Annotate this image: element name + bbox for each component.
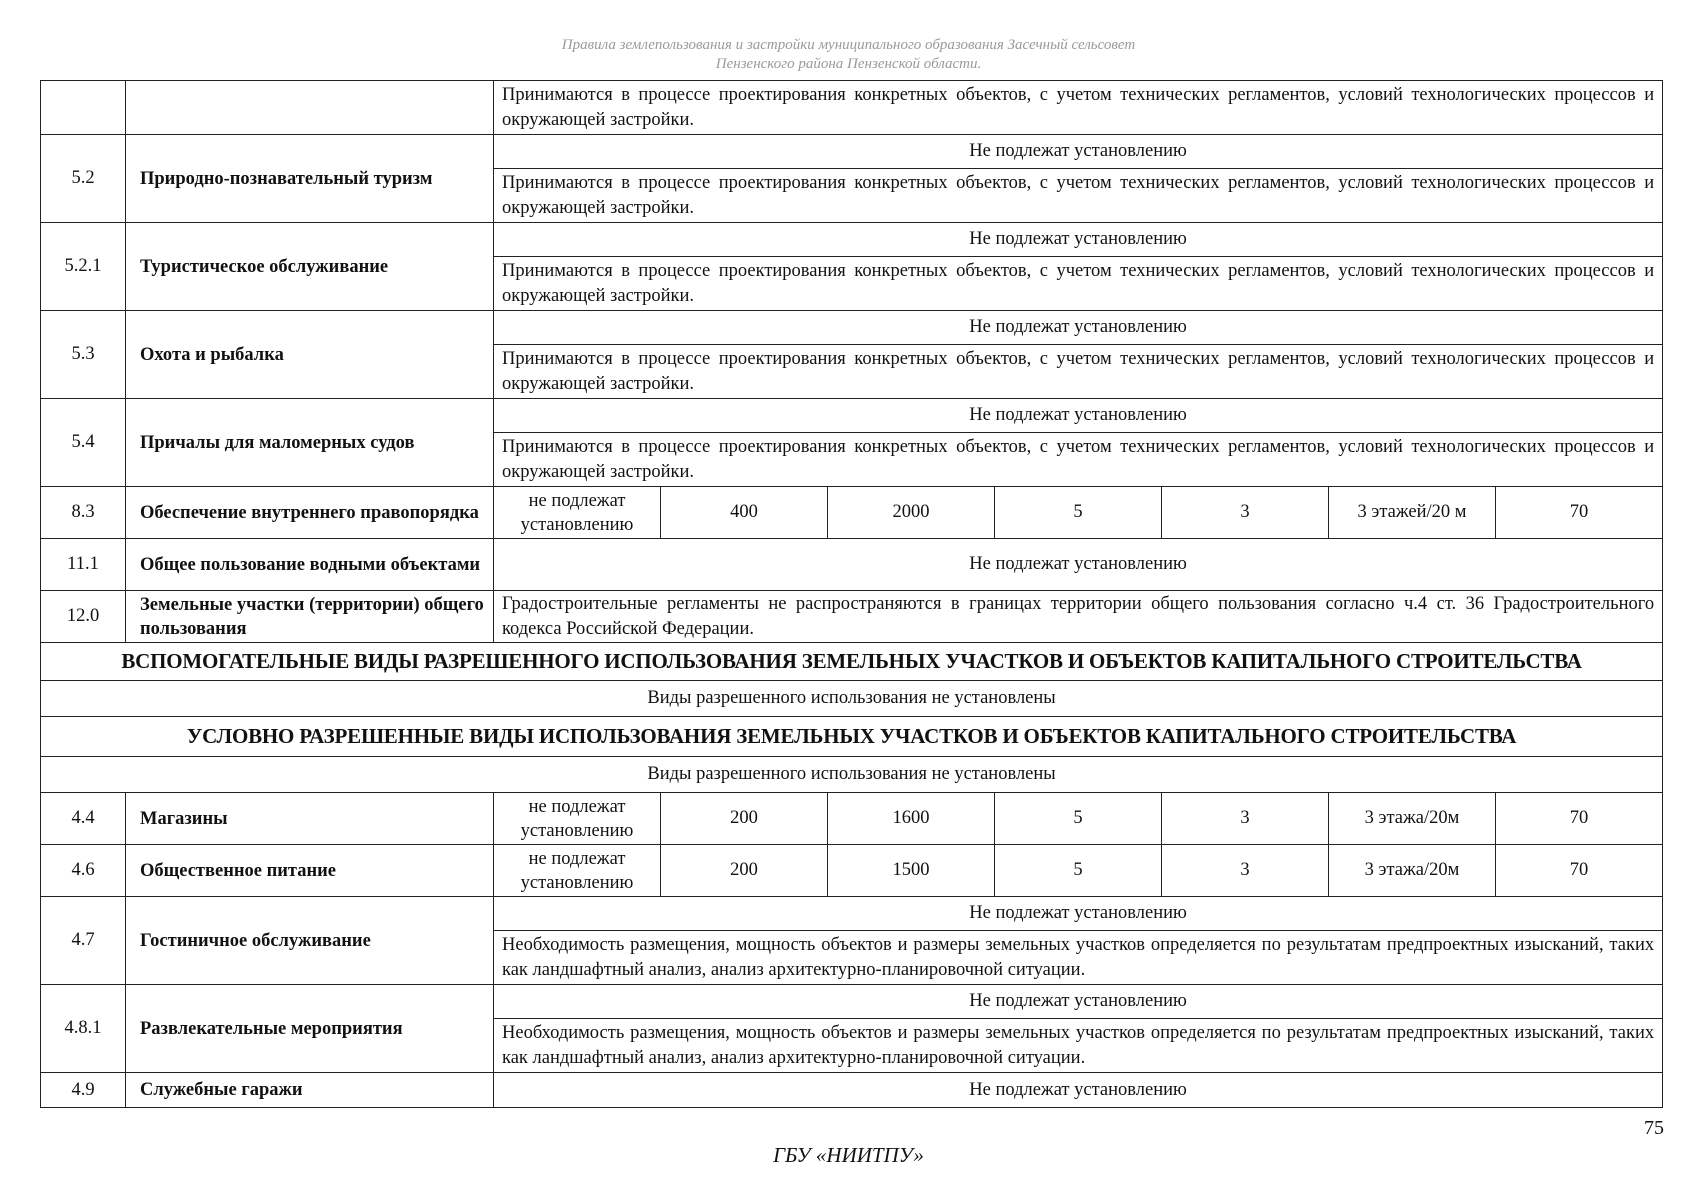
row-name: Общественное питание [126, 845, 494, 897]
min-size-cell: не подлежат установлению [494, 793, 661, 845]
row-name [126, 81, 494, 135]
row-code [41, 81, 126, 135]
table-row [41, 985, 1663, 1019]
table-row [41, 399, 1663, 433]
value-cell: 70 [1496, 487, 1663, 539]
row-code: 5.2.1 [41, 223, 126, 311]
row-note: Градостроительные регламенты не распространяются в границах территории общего пользования согласно ч.4 ст. 36 Градостроительного кодекса Российской Федерации. [494, 591, 1663, 643]
value-cell: 3 этажей/20 м [1329, 487, 1496, 539]
row-code: 5.2 [41, 135, 126, 223]
row-name: Магазины [126, 793, 494, 845]
section-heading-conditional: УСЛОВНО РАЗРЕШЕННЫЕ ВИДЫ ИСПОЛЬЗОВАНИЯ ЗЕМЕЛЬНЫХ УЧАСТКОВ И ОБЪЕКТОВ КАПИТАЛЬНОГО СТРОИТЕЛЬСТВА [41, 717, 1663, 757]
value-cell: 400 [661, 487, 828, 539]
min-size-cell: не подлежат установлению [494, 845, 661, 897]
table-row [41, 591, 1663, 643]
row-code: 8.3 [41, 487, 126, 539]
running-header [0, 36, 1697, 74]
row-params: Не подлежат установлению [494, 1073, 1663, 1108]
value-cell: 70 [1496, 845, 1663, 897]
row-code: 4.4 [41, 793, 126, 845]
row-note: Принимаются в процессе проектирования конкретных объектов, с учетом технических регламентов, условий технологических процессов и окружающей застройки. [494, 345, 1663, 399]
row-params: Не подлежат установлению [494, 135, 1663, 169]
row-params: Не подлежат установлению [494, 985, 1663, 1019]
table-row [41, 681, 1663, 717]
row-code: 4.6 [41, 845, 126, 897]
table-row [41, 135, 1663, 169]
row-name: Причалы для маломерных судов [126, 399, 494, 487]
value-cell: 3 этажа/20м [1329, 845, 1496, 897]
value-cell: 3 [1162, 487, 1329, 539]
value-cell: 3 [1162, 793, 1329, 845]
table-row [41, 311, 1663, 345]
row-code: 5.3 [41, 311, 126, 399]
row-code: 4.8.1 [41, 985, 126, 1073]
row-note: Необходимость размещения, мощность объектов и размеры земельных участков определяется по результатам предпроектных изысканий, таких как ландшафтный анализ, анализ архитектурно-планировочной ситуации. [494, 931, 1663, 985]
row-code: 4.7 [41, 897, 126, 985]
header-line-2: Пензенского района Пензенской области. [715, 56, 982, 72]
section-heading-auxiliary: ВСПОМОГАТЕЛЬНЫЕ ВИДЫ РАЗРЕШЕННОГО ИСПОЛЬЗОВАНИЯ ЗЕМЕЛЬНЫХ УЧАСТКОВ И ОБЪЕКТОВ КАПИТАЛЬНОГО СТРОИТЕЛЬСТВА [41, 643, 1663, 681]
table-row [41, 717, 1663, 757]
row-name: Туристическое обслуживание [126, 223, 494, 311]
row-params: Не подлежат установлению [494, 223, 1663, 257]
row-params: Не подлежат установлению [494, 311, 1663, 345]
value-cell: 1500 [828, 845, 995, 897]
table-row [41, 643, 1663, 681]
value-cell: 5 [995, 845, 1162, 897]
page-number: 75 [1644, 1117, 1664, 1139]
table-row [41, 1073, 1663, 1108]
value-cell: 70 [1496, 793, 1663, 845]
section-note: Виды разрешенного использования не установлены [41, 757, 1663, 793]
value-cell: 200 [661, 793, 828, 845]
header-line-1: Правила землепользования и застройки муниципального образования Засечный сельсовет [561, 37, 1136, 53]
value-cell: 200 [661, 845, 828, 897]
value-cell: 3 этажа/20м [1329, 793, 1496, 845]
min-size-cell: не подлежат установлению [494, 487, 661, 539]
row-name: Природно-познавательный туризм [126, 135, 494, 223]
row-name: Служебные гаражи [126, 1073, 494, 1108]
row-note: Принимаются в процессе проектирования конкретных объектов, с учетом технических регламентов, условий технологических процессов и окружающей застройки. [494, 433, 1663, 487]
row-name: Охота и рыбалка [126, 311, 494, 399]
row-name: Гостиничное обслуживание [126, 897, 494, 985]
row-name: Развлекательные мероприятия [126, 985, 494, 1073]
row-name: Земельные участки (территории) общего пользования [126, 591, 494, 643]
section-note: Виды разрешенного использования не установлены [41, 681, 1663, 717]
table-row [41, 897, 1663, 931]
value-cell: 5 [995, 487, 1162, 539]
row-code: 4.9 [41, 1073, 126, 1108]
table-row [41, 81, 1663, 135]
table-row [41, 223, 1663, 257]
table-row [41, 845, 1663, 897]
value-cell: 3 [1162, 845, 1329, 897]
table-row [41, 539, 1663, 591]
value-cell: 2000 [828, 487, 995, 539]
table-row [41, 487, 1663, 539]
row-code: 5.4 [41, 399, 126, 487]
row-note: Принимаются в процессе проектирования конкретных объектов, с учетом технических регламентов, условий технологических процессов и окружающей застройки. [494, 169, 1663, 223]
row-code: 12.0 [41, 591, 126, 643]
row-code: 11.1 [41, 539, 126, 591]
row-note: Необходимость размещения, мощность объектов и размеры земельных участков определяется по результатам предпроектных изысканий, таких как ландшафтный анализ, анализ архитектурно-планировочной ситуации. [494, 1019, 1663, 1073]
row-params: Не подлежат установлению [494, 897, 1663, 931]
value-cell: 1600 [828, 793, 995, 845]
row-params: Не подлежат установлению [494, 539, 1663, 591]
row-note: Принимаются в процессе проектирования конкретных объектов, с учетом технических регламентов, условий технологических процессов и окружающей застройки. [494, 81, 1663, 135]
footer-organization: ГБУ «НИИТПУ» [773, 1143, 924, 1167]
table-row [41, 757, 1663, 793]
value-cell: 5 [995, 793, 1162, 845]
row-params: Не подлежат установлению [494, 399, 1663, 433]
land-use-table [40, 80, 1663, 1108]
row-note: Принимаются в процессе проектирования конкретных объектов, с учетом технических регламентов, условий технологических процессов и окружающей застройки. [494, 257, 1663, 311]
row-name: Общее пользование водными объектами [126, 539, 494, 591]
row-name: Обеспечение внутреннего правопорядка [126, 487, 494, 539]
table-row [41, 793, 1663, 845]
